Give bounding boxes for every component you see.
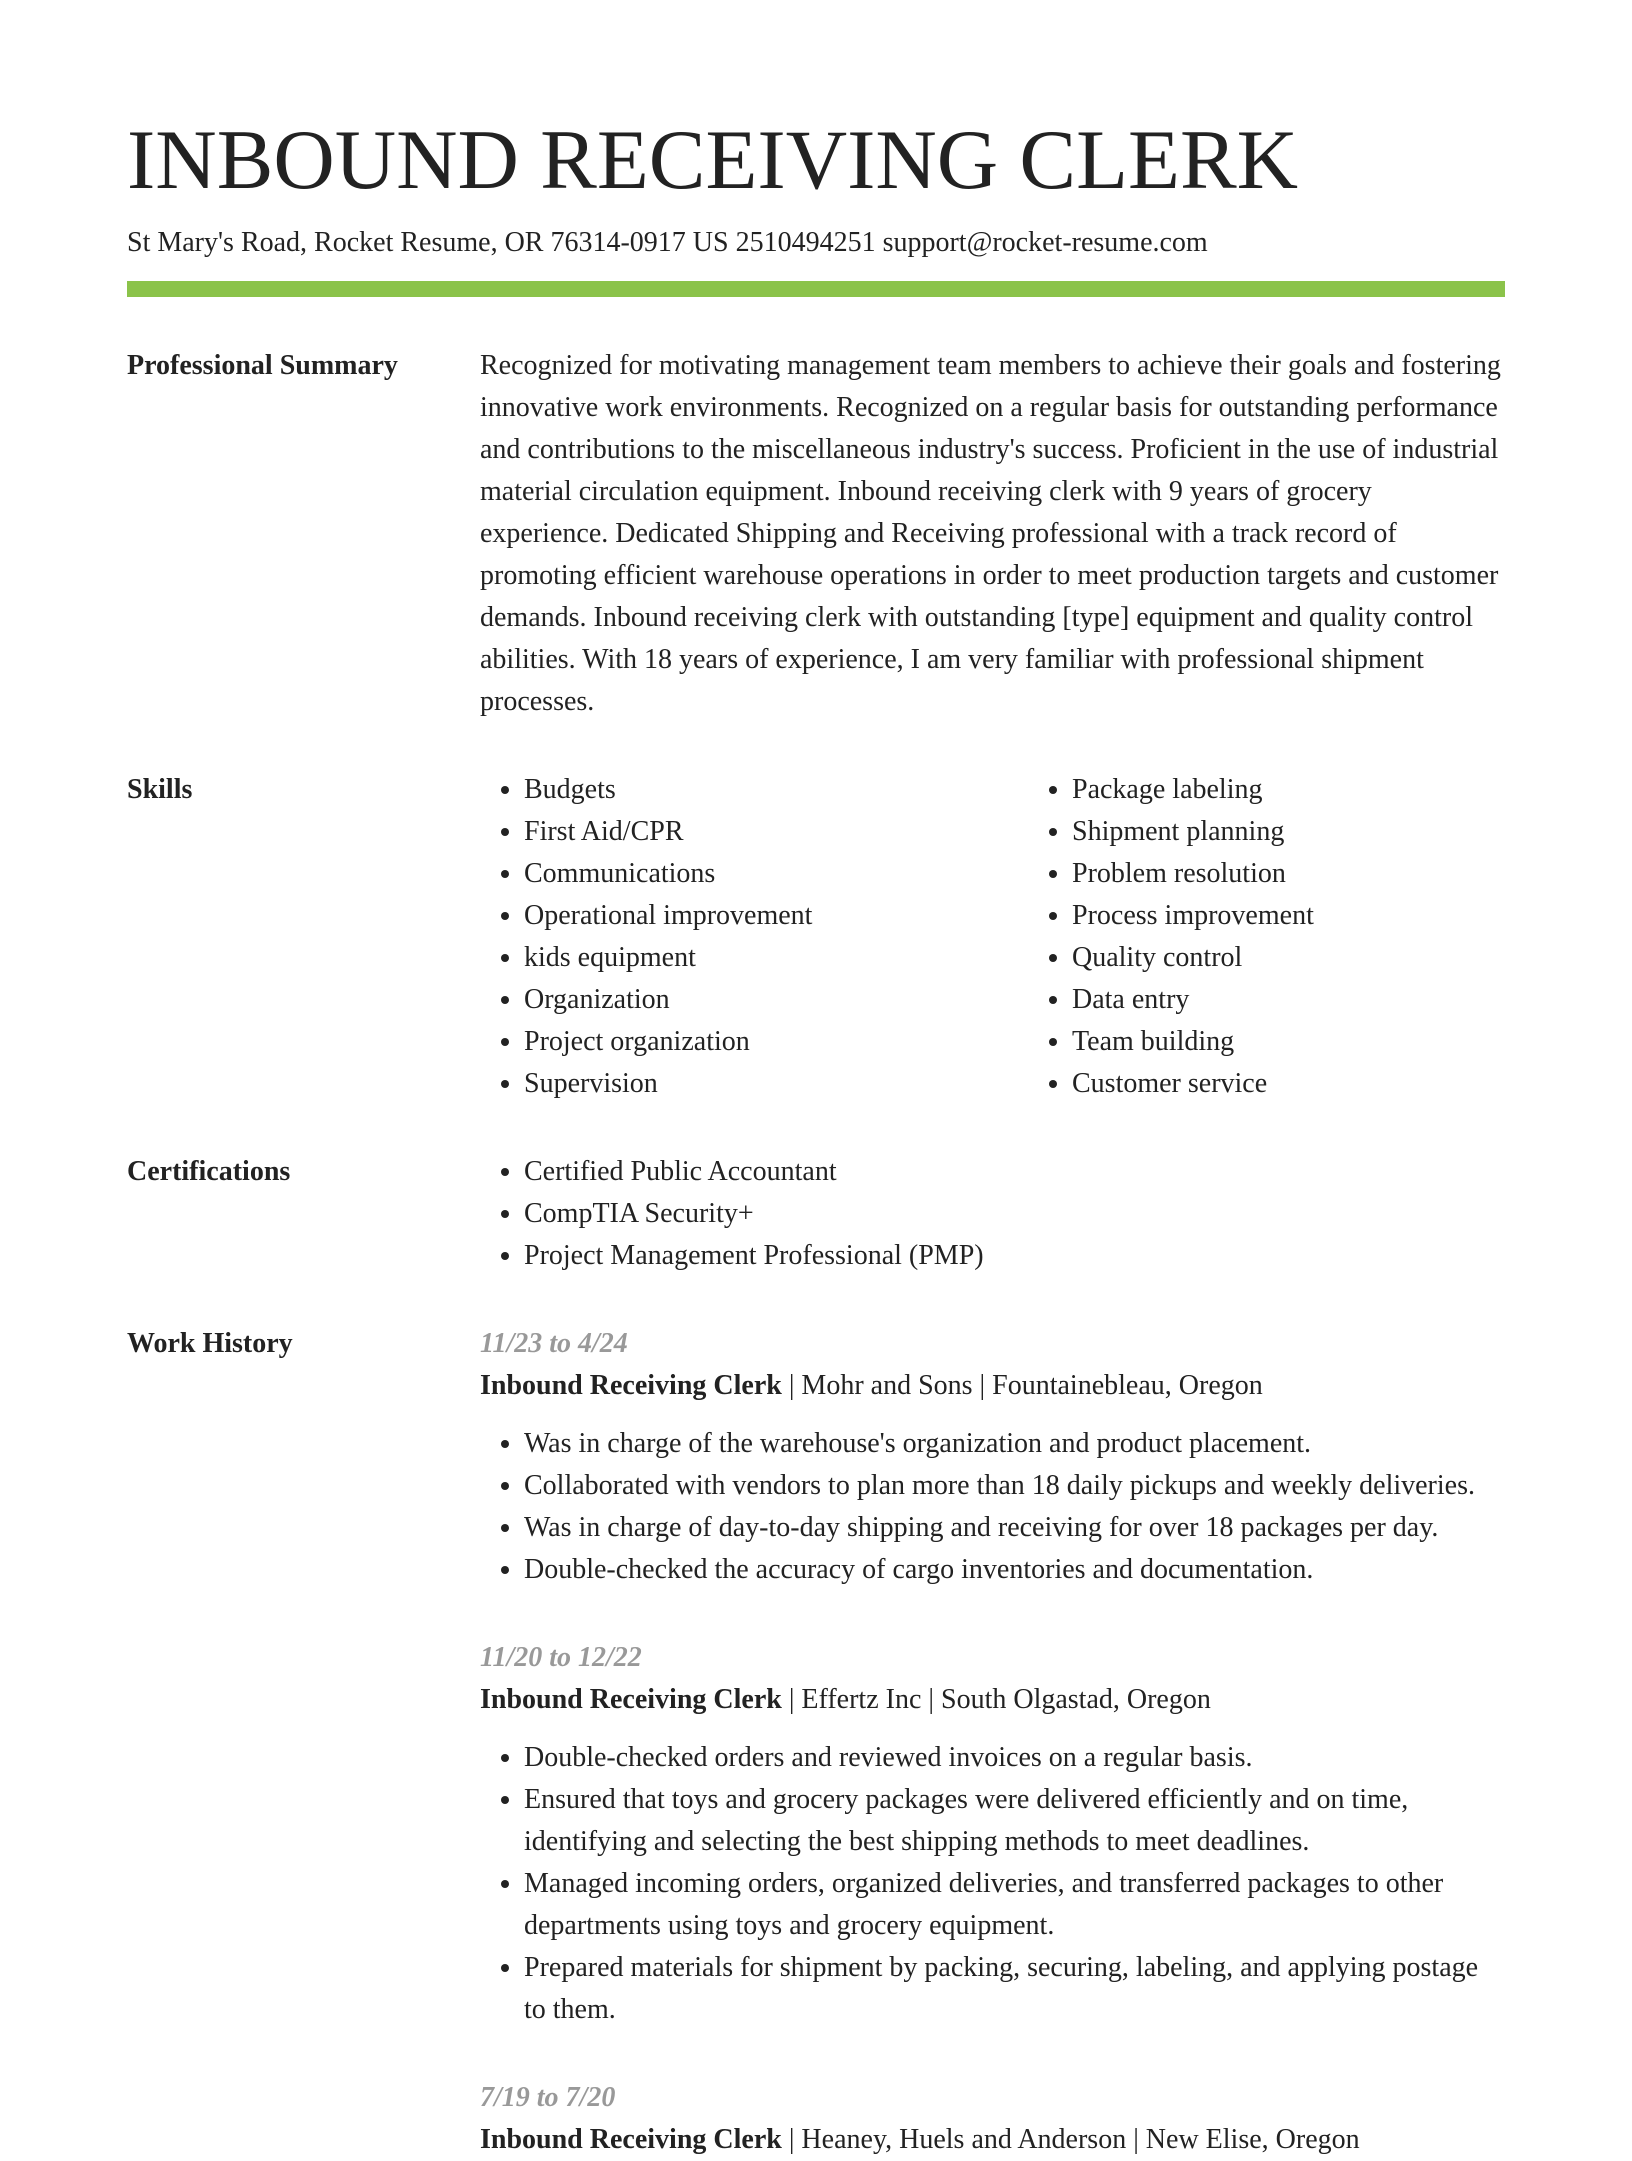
job-dates: 11/20 to 12/22 xyxy=(480,1642,642,1673)
job-dates: 11/23 to 4/24 xyxy=(480,1328,628,1359)
skill-item: • Package labeling xyxy=(1072,769,1576,811)
job-bullet: • Was in charge of the warehouse's organization and product placement. xyxy=(524,1423,1505,1465)
job-entry xyxy=(480,1637,1505,2031)
summary-section xyxy=(127,345,1505,723)
job-bullets xyxy=(480,1423,1505,1591)
skill-item: • Operational improvement xyxy=(524,895,1028,937)
skill-item: • Shipment planning xyxy=(1072,811,1576,853)
skill-item: • Team building xyxy=(1072,1021,1576,1063)
summary-heading: Professional Summary xyxy=(127,350,398,381)
job-title: Inbound Receiving Clerk xyxy=(480,1370,782,1401)
skill-item: • First Aid/CPR xyxy=(524,811,1028,853)
job-bullets xyxy=(480,1737,1505,2031)
job-title: Inbound Receiving Clerk xyxy=(480,2124,782,2155)
certification-item: • Project Management Professional (PMP) xyxy=(524,1235,1505,1277)
work-history-section xyxy=(127,1323,1505,2161)
certifications-section xyxy=(127,1151,1505,1277)
job-bullet: • Double-checked orders and reviewed invoices on a regular basis. xyxy=(524,1737,1505,1779)
job-bullet: • Was in charge of day-to-day shipping and receiving for over 18 packages per day. xyxy=(524,1507,1505,1549)
job-header xyxy=(480,2119,1505,2161)
job-bullet: • Ensured that toys and grocery packages were delivered efficiently and on time, identifying and selecting the best shipping methods to meet deadlines. xyxy=(524,1779,1505,1863)
summary-body xyxy=(480,345,1505,723)
job-details: | Mohr and Sons | Fountainebleau, Oregon xyxy=(781,1370,1263,1401)
resume-name: INBOUND RECEIVING CLERK xyxy=(127,113,1299,207)
skills-list-left xyxy=(480,769,1028,1105)
skill-item: • Problem resolution xyxy=(1072,853,1576,895)
skill-item: • Process improvement xyxy=(1072,895,1576,937)
job-bullet: • Collaborated with vendors to plan more than 18 daily pickups and weekly deliveries. xyxy=(524,1465,1505,1507)
work-history-body xyxy=(480,1323,1505,2161)
job-entry xyxy=(480,2077,1505,2161)
skill-item: • Customer service xyxy=(1072,1063,1576,1105)
job-header xyxy=(480,1365,1505,1407)
contact-line: St Mary's Road, Rocket Resume, OR 76314-0917 US 2510494251 support@rocket-resume.com xyxy=(127,227,1208,258)
summary-text: Recognized for motivating management team members to achieve their goals and fostering innovative work environments. Recognized on a regular basis for outstanding performance and contributions to the miscellaneous industry's success. Proficient in the use of industrial material circulation equipment. Inbound receiving clerk with 9 years of grocery experience. Dedicated Shipping and Receiving professional with a track record of promoting efficient warehouse operations in order to meet production targets and customer demands. Inbound receiving clerk with outstanding [type] equipment and quality control abilities. With 18 years of experience, I am very familiar with professional shipment processes. xyxy=(480,350,1501,717)
skill-item: • Organization xyxy=(524,979,1028,1021)
skills-heading: Skills xyxy=(127,774,193,805)
skill-item: • Supervision xyxy=(524,1063,1028,1105)
job-entry xyxy=(480,1323,1505,1591)
skill-item: • Quality control xyxy=(1072,937,1576,979)
skills-body xyxy=(480,769,1576,1105)
job-title: Inbound Receiving Clerk xyxy=(480,1684,782,1715)
job-details: | Heaney, Huels and Anderson | New Elise, Oregon xyxy=(781,2124,1360,2155)
job-details: | Effertz Inc | South Olgastad, Oregon xyxy=(781,1684,1211,1715)
skill-item: • Budgets xyxy=(524,769,1028,811)
job-bullet: • Managed incoming orders, organized deliveries, and transferred packages to other departments using toys and grocery equipment. xyxy=(524,1863,1505,1947)
skills-list-right xyxy=(1028,769,1576,1105)
skill-item: • kids equipment xyxy=(524,937,1028,979)
resume-page xyxy=(127,113,1505,2161)
certifications-list xyxy=(480,1151,1505,1277)
certifications-heading: Certifications xyxy=(127,1156,291,1187)
job-dates: 7/19 to 7/20 xyxy=(480,2082,616,2113)
work-history-heading: Work History xyxy=(127,1328,293,1359)
skill-item: • Project organization xyxy=(524,1021,1028,1063)
skill-item: • Communications xyxy=(524,853,1028,895)
header-divider xyxy=(127,281,1505,297)
job-bullet: • Double-checked the accuracy of cargo inventories and documentation. xyxy=(524,1549,1505,1591)
skill-item: • Data entry xyxy=(1072,979,1576,1021)
certifications-body xyxy=(480,1151,1505,1277)
job-bullet: • Prepared materials for shipment by packing, securing, labeling, and applying postage to them. xyxy=(524,1947,1505,2031)
skills-section xyxy=(127,769,1505,1105)
job-header xyxy=(480,1679,1505,1721)
certification-item: • Certified Public Accountant xyxy=(524,1151,1505,1193)
certification-item: • CompTIA Security+ xyxy=(524,1193,1505,1235)
